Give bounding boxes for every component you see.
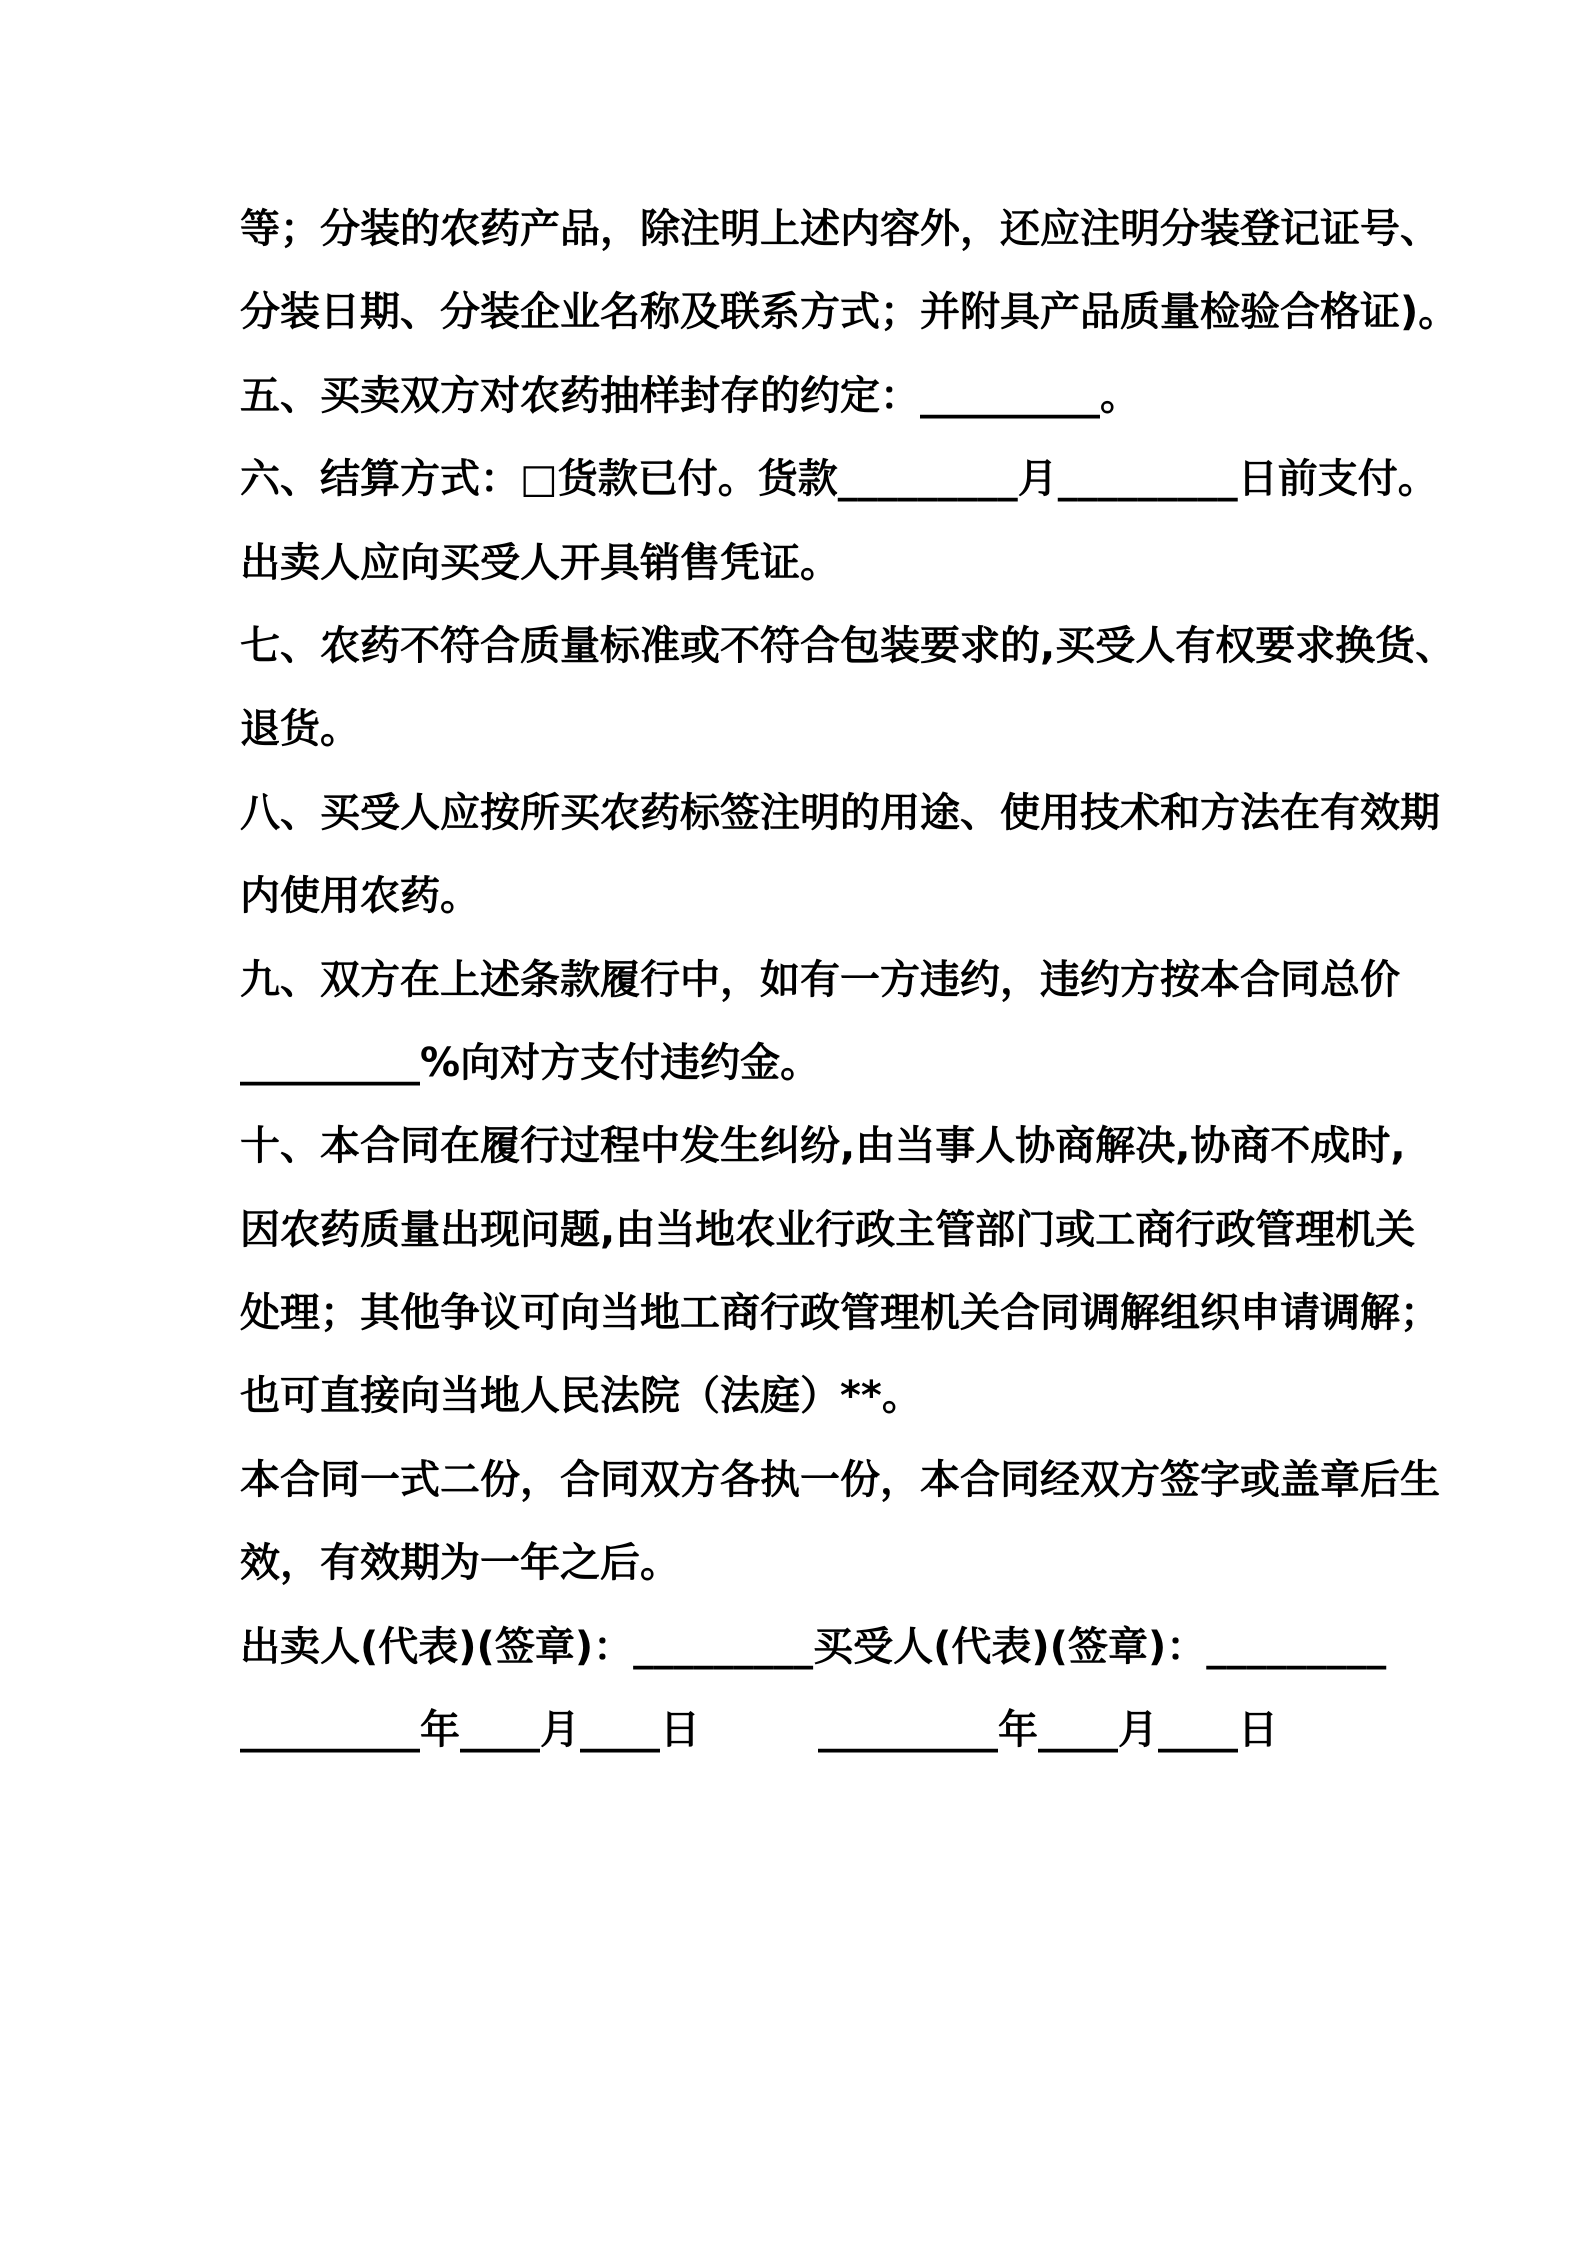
contract-line: 等；分装的农药产品，除注明上述内容外，还应注明分装登记证号、	[240, 206, 1440, 252]
buyer-date-field: _________年____月____日	[818, 1707, 1278, 1754]
contract-line: 七、农药不符合质量标准或不符合包装要求的,买受人有权要求换货、	[240, 622, 1456, 669]
seller-date-field: _________年____月____日	[240, 1707, 700, 1754]
clause-settlement-line	[240, 438, 1438, 521]
contract-line: 效，有效期为一年之后。	[240, 1540, 680, 1587]
contract-body	[240, 188, 1459, 1772]
contract-line: 八、买受人应按所买农药标签注明的用途、使用技术和方法在有效期	[240, 789, 1440, 836]
contract-line: 内使用农药。	[240, 873, 480, 920]
penalty-blank-line: _________%向对方支付违约金。	[240, 1039, 821, 1086]
contract-line: 退货。	[240, 706, 360, 753]
contract-line: 十、本合同在履行过程中发生纠纷,由当事人协商解决,协商不成时,	[240, 1123, 1406, 1170]
checkbox-unchecked-icon[interactable]: □	[520, 456, 558, 503]
contract-line: 处理；其他争议可向当地工商行政管理机关合同调解组织申请调解；	[240, 1290, 1440, 1337]
contract-line: 出卖人应向买受人开具销售凭证。	[240, 539, 840, 586]
settlement-clause-suffix: 货款已付。货款_________月_________日前支付。	[557, 456, 1438, 503]
contract-line: 也可直接向当地人民法院（法庭）**。	[240, 1373, 922, 1420]
contract-line: 本合同一式二份，合同双方各执一份，本合同经双方签字或盖章后生	[240, 1456, 1440, 1503]
date-line	[240, 1689, 1370, 1772]
settlement-clause-prefix: 六、结算方式：	[240, 456, 520, 503]
contract-line: 分装日期、分装企业名称及联系方式；并附具产品质量检验合格证)。	[240, 289, 1459, 336]
contract-line: 因农药质量出现问题,由当地农业行政主管部门或工商行政管理机关	[240, 1206, 1416, 1253]
contract-line: 九、双方在上述条款履行中，如有一方违约，违约方按本合同总价	[240, 956, 1400, 1003]
signature-line: 出卖人(代表)(签章)：_________买受人(代表)(签章)：_________	[240, 1623, 1387, 1670]
clause-sampling-line: 五、买卖双方对农药抽样封存的约定：_________。	[240, 372, 1140, 419]
